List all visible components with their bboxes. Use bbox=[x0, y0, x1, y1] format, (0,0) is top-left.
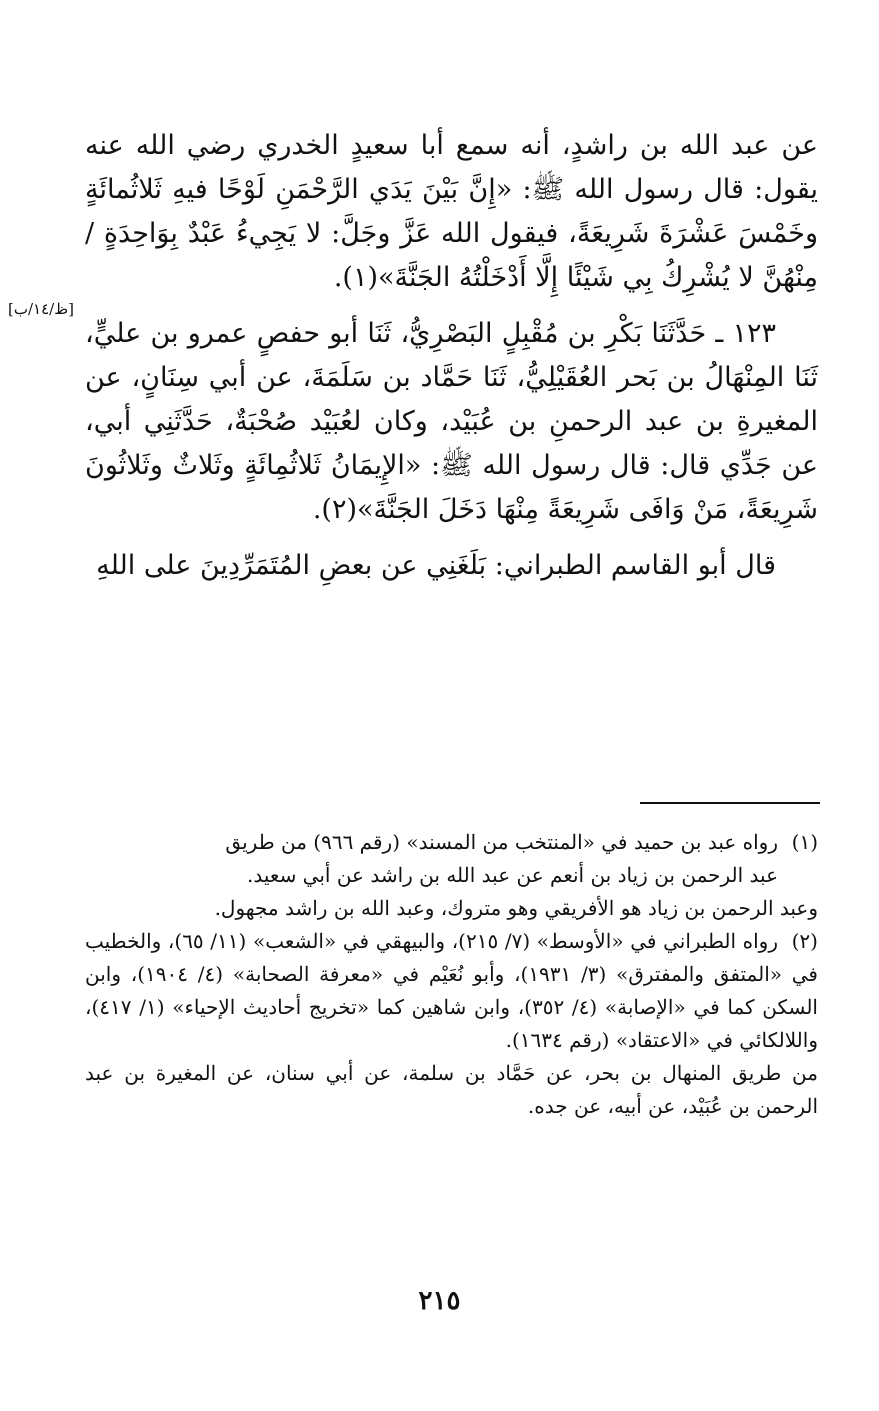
footnote-2-number: (٢) bbox=[791, 929, 818, 953]
footnote-1-comment: وعبد الرحمن بن زياد هو الأفريقي وهو متروك، وعبد الله بن راشد مجهول. bbox=[214, 896, 818, 920]
manuscript-margin-reference: [ظ/١٤/ب] bbox=[8, 300, 74, 318]
paragraph-hadith-123: ١٢٣ ـ حَدَّثَنَا بَكْرِ بن مُقْبِلٍ البَصْرِيُّ، ثَنَا أبو حفصٍ عمرو بن عليٍّ، ثَنَا المِنْهَالُ بن بَحر العُقَيْلِيُّ، ثَنَا حَمَّاد بن سَلَمَةَ، عن أبي سِنَانٍ، عن المغيرةِ بن عبد الرحمنِ بن عُبَيْد، وكان لعُبَيْد صُحْبَةٌ، حَدَّثَنِي أبي، عن جَدِّي قال: قال رسول الله ﷺ: «الإِيمَانُ ثَلاثُمِائَةٍ وثَلاثٌ وثَلاثُونَ شَرِيعَةً، مَنْ وَافَى شَرِيعَةً مِنْهَا دَخَلَ الجَنَّةَ»(٢). bbox=[85, 318, 818, 525]
footnote-2-text: رواه الطبراني في «الأوسط» (٧/ ٢١٥)، والبيهقي في «الشعب» (١١/ ٦٥)، والخطيب في «المتفق والمفترق» (٣/ ١٩٣١)، وأبو نُعَيْم في «معرفة الصحابة» (٤/ ١٩٠٤)، وابن السكن كما في «الإصابة» (٤/ ٣٥٢)، وابن شاهين كما «تخريج أحاديث الإحياء» (١/ ٤١٧)، واللالكائي في «الاعتقاد» (رقم ١٦٣٤). bbox=[85, 929, 818, 1052]
footnote-2 bbox=[85, 925, 818, 1057]
footnote-1-line-2: عبد الرحمن بن زياد بن أنعم عن عبد الله بن راشد عن أبي سعيد. bbox=[247, 863, 778, 887]
footnote-2-chain: من طريق المنهال بن بحر، عن حَمَّاد بن سلمة، عن أبي سنان، عن المغيرة بن عبد الرحمن بن عُبَيْد، عن أبيه، عن جده. bbox=[85, 1061, 818, 1118]
footnote-separator bbox=[640, 802, 820, 804]
page-number: ٢١٥ bbox=[418, 1286, 461, 1316]
paragraph-tabarani: قال أبو القاسم الطبراني: بَلَغَنِي عن بعضِ المُتَمَرِّدِينَ على اللهِ bbox=[96, 550, 776, 581]
paragraph-hadith-1: عن عبد الله بن راشدٍ، أنه سمع أبا سعيدٍ الخدري رضي الله عنه يقول: قال رسول الله ﷺ: «إِنَّ بَيْنَ يَدَي الرَّحْمَنِ لَوْحًا فيهِ ثَلاثُمائَةٍ وخَمْسَ عَشْرَةَ شَرِيعَةً، فيقول الله عَزَّ وجَلَّ: لا يَجِيءُ عَبْدٌ بِوَاحِدَةٍ / مِنْهُنَّ لا يُشْرِكُ بِي شَيْئًا إِلَّا أَدْخَلْتُهُ الجَنَّةَ»(١). bbox=[85, 130, 818, 293]
footnote-1-number: (١) bbox=[791, 830, 818, 854]
footnotes bbox=[85, 826, 818, 1123]
main-text bbox=[85, 124, 818, 588]
footnote-1-line-1 bbox=[85, 826, 818, 859]
footnote-1-text: رواه عبد بن حميد في «المنتخب من المسند» (رقم ٩٦٦) من طريق bbox=[225, 830, 778, 854]
